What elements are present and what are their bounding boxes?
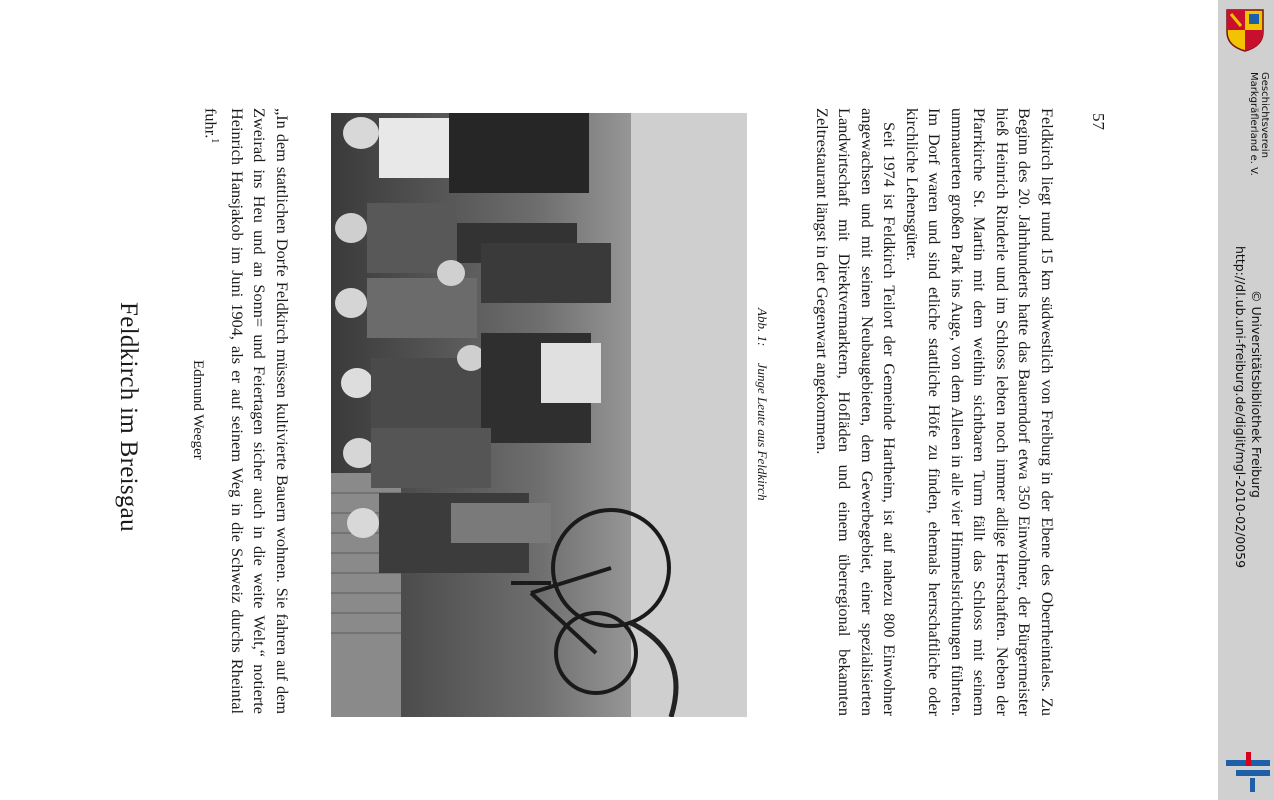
page-title: Feldkirch im Breisgau bbox=[115, 302, 142, 532]
intro-text: „In dem stattlichen Dorfe Feldkirch müssen kultivierte Bauern wohnen. Sie fahren auf dem Zweirad ins Heu und an Sonn= und Feiertagen sicher auch in die weite Welt,“ notierte Heinrich Hansjakob im Juni 1904, als er auf seinem Weg in die Schweiz durchs Rheintal fuhr. bbox=[202, 108, 292, 714]
figure-photo bbox=[331, 113, 747, 717]
body-paragraph-1: Feldkirch liegt rund 15 km südwestlich von Freiburg in der Ebene des Oberrheintales. Zu Beginn des 20. Jahrhunderts hatte das Bauerndorf etwa 350 Einwohner, der Bürgermeister hieß Heinrich Rinderle und im Schloss lebten noch immer adlige Herrschaften. Neben der Pfarrkirche St. Martin mit dem weithin sichtbaren Turm fällt das Schloss mit seinem ummauerten großen Park ins Auge, von dem Alleen in alle vier Himmelsrichtungen führten. Im Dorf waren und sind etliche stattliche Höfe zu finden, ehemals herrschaftliche oder kirchliche Lehensgüter. bbox=[903, 108, 1057, 716]
author-name: Edmund Weeger bbox=[190, 360, 206, 460]
society-crest-icon bbox=[1223, 8, 1267, 52]
group-photo-image bbox=[331, 113, 747, 717]
copyright-notice: © Universitätsbibliothek Freiburg bbox=[1249, 290, 1264, 498]
society-name bbox=[1248, 72, 1270, 176]
figure-label: Abb. 1: bbox=[755, 308, 770, 347]
figure-caption-text: Junge Leute aus Feldkirch bbox=[755, 362, 770, 501]
society-name-line-2: Markgräflerland e. V. bbox=[1248, 72, 1259, 176]
body-text bbox=[811, 108, 1059, 716]
society-name-line-1: Geschichtsverein bbox=[1259, 72, 1270, 158]
footnote-marker: 1 bbox=[209, 138, 221, 144]
intro-paragraph bbox=[200, 108, 293, 714]
document-url-link[interactable]: http://dl.ub.uni-freiburg.de/diglit/mgl-2010-02/0059 bbox=[1233, 246, 1248, 569]
body-paragraph-2: Seit 1974 ist Feldkirch Teilort der Gemeinde Hartheim, ist auf nahezu 800 Einwohner angewachsen und mit seinen Neubaugebieten, dem Gewerbegebiet, einer spezialisierten Landwirtschaft mit Direktvermarktern, Hofläden und einem überregional bekannten Zeltrestaurant längst in der Gegenwart angekommen. bbox=[813, 108, 900, 716]
page-number: 57 bbox=[1089, 113, 1108, 130]
figure-caption bbox=[754, 308, 770, 501]
ub-freiburg-logo-icon bbox=[1226, 748, 1270, 792]
